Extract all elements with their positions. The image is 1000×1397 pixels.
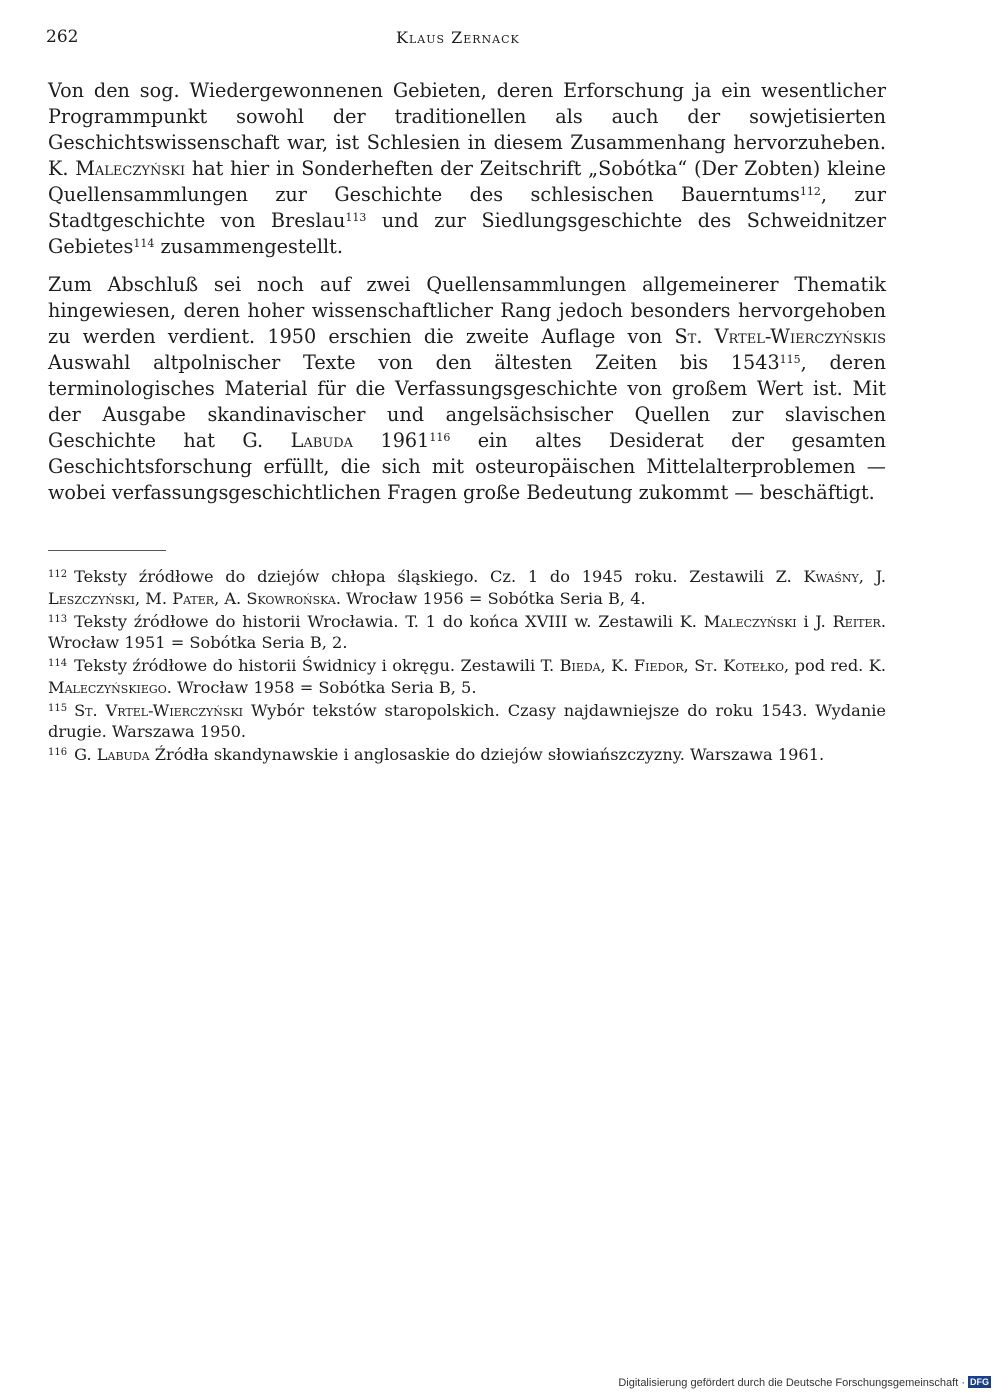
dfg-logo: DFG — [970, 1377, 989, 1387]
text-run: , — [683, 656, 695, 675]
footnote-number: 115 — [48, 702, 68, 714]
small-caps-name: Maleczyński — [75, 157, 186, 180]
footnote-ref: 112 — [799, 185, 821, 198]
text-run: Zum Abschluß sei noch auf zwei Quellensammlungen allgemeinerer Thematik hingewiesen, deren hoher wissenschaftlicher Rang jedoch besonders hervorgehoben zu werden verdient. 1950 erschien die zweite Auflage von — [48, 273, 886, 348]
footnote — [48, 700, 886, 743]
text-run: , J. — [858, 567, 886, 586]
text-run: , pod red. K. — [784, 656, 886, 675]
body-paragraph — [48, 272, 886, 506]
text-run: , deren terminologisches Material für die Verfassungsgeschichte von großem Wert ist. Mit der Ausgabe skandinavischer und angelsächsischer Quellen zur slavischen Geschichte hat G. — [48, 351, 886, 452]
small-caps-name: Maleczyńskiego — [48, 677, 167, 697]
text-run: 1961 — [353, 429, 430, 452]
footnote-ref: 115 — [779, 353, 801, 366]
small-caps-name: Fiedor — [633, 656, 684, 675]
small-caps-name: Leszczyński — [48, 588, 136, 608]
footnote-number: 116 — [48, 747, 68, 758]
footnote — [48, 611, 886, 654]
running-head: Klaus Zernack — [396, 28, 520, 47]
small-caps-name: St. Kotełko — [694, 656, 785, 675]
small-caps-name: Skowrońska — [246, 588, 336, 608]
text-run: , K. — [600, 656, 634, 675]
footnote-ref: 116 — [429, 431, 451, 444]
text-run: , M. — [135, 588, 173, 608]
digitization-credit — [618, 1376, 991, 1389]
body-paragraph — [48, 78, 886, 260]
text-run: Źródła skandynawskie i anglosaskie do dziejów słowiańszczyzny. Warszawa 1961. — [149, 745, 825, 764]
text-run: Teksty źródłowe do historii Świdnicy i okręgu. Zestawili T. — [74, 656, 560, 675]
text-run: Teksty źródłowe do historii Wrocławia. T. 1 do końca XVIII w. Zestawili K. — [74, 611, 704, 631]
footnote — [48, 655, 886, 698]
footnote-number: 112 — [48, 569, 68, 580]
text-run: , zur Stadtgeschichte von Breslau — [48, 183, 886, 232]
footnote — [48, 566, 886, 609]
footnote-ref: 114 — [133, 237, 155, 250]
footnote-ref: 113 — [345, 211, 367, 224]
footnote-text — [48, 567, 886, 608]
footnotes — [48, 566, 886, 767]
text-run: Von den sog. Wiedergewonnenen Gebieten, deren Erforschung ja ein wesentlicher Programmpunkt sowohl der traditionellen als auch der sowjetisierten Geschichtswissenschaft war, ist Schlesien in diesem Zusammenhang hervorzuheben. K. — [48, 79, 886, 180]
footnote-text — [48, 656, 886, 697]
small-caps-name: Labuda — [96, 745, 150, 764]
footnote — [48, 744, 886, 766]
footnote-text — [48, 612, 886, 653]
text-run: und zur Siedlungsgeschichte des Schweidnitzer Gebietes — [48, 209, 886, 258]
small-caps-name: Bieda — [559, 656, 601, 675]
text-run: ein altes Desiderat der gesamten Geschichtsforschung erfüllt, die sich mit osteuropäischen Mittelalterproblemen — wobei verfassungsgeschichtlichen Fragen große Bedeutung zukommt — beschäftigt. — [48, 429, 886, 504]
text-run: zusammengestellt. — [154, 235, 343, 258]
footnote-number: 114 — [48, 658, 68, 669]
small-caps-name: Reiter — [832, 611, 881, 631]
text-run: . Wrocław 1951 = Sobótka Seria B, 2. — [48, 611, 886, 652]
credit-text: Digitalisierung gefördert durch die Deutsche Forschungsgemeinschaft · — [618, 1377, 965, 1389]
text-run: hat hier in Sonderheften der Zeitschrift „Sobótka“ (Der Zobten) kleine Quellensammlungen zur Geschichte des schlesischen Bauerntums — [48, 157, 886, 206]
text-run: , A. — [214, 588, 247, 608]
footnote-divider — [48, 550, 166, 551]
text-run: Auswahl altpolnischer Texte von den ältesten Zeiten bis 1543 — [48, 351, 780, 374]
text-run: Teksty źródłowe do dziejów chłopa śląskiego. Cz. 1 do 1945 roku. Zestawili Z. — [74, 567, 804, 586]
paragraph-text — [48, 78, 886, 260]
page-number: 262 — [46, 27, 79, 47]
footnote-number: 113 — [48, 613, 68, 625]
paragraph-text — [48, 272, 886, 506]
footnote-text — [74, 745, 824, 764]
text-run: G. — [74, 745, 97, 764]
footnote-text — [48, 701, 886, 742]
small-caps-name: St. Vrtel-Wierczyński — [74, 700, 244, 720]
small-caps-name: Pater — [172, 588, 215, 608]
text-run: . Wrocław 1956 = Sobótka Seria B, 4. — [335, 588, 646, 608]
small-caps-name: Labuda — [290, 429, 354, 452]
small-caps-name: Maleczyński — [703, 611, 797, 631]
small-caps-name: St. Vrtel-Wierczyńskis — [674, 325, 886, 348]
small-caps-name: Kwaśny — [803, 567, 859, 586]
text-run: . Wrocław 1958 = Sobótka Seria B, 5. — [166, 677, 477, 697]
text-run: i J. — [796, 611, 833, 631]
text-run: Wybór tekstów staropolskich. Czasy najdawniejsze do roku 1543. Wydanie drugie. Warszawa 1950. — [48, 700, 886, 741]
